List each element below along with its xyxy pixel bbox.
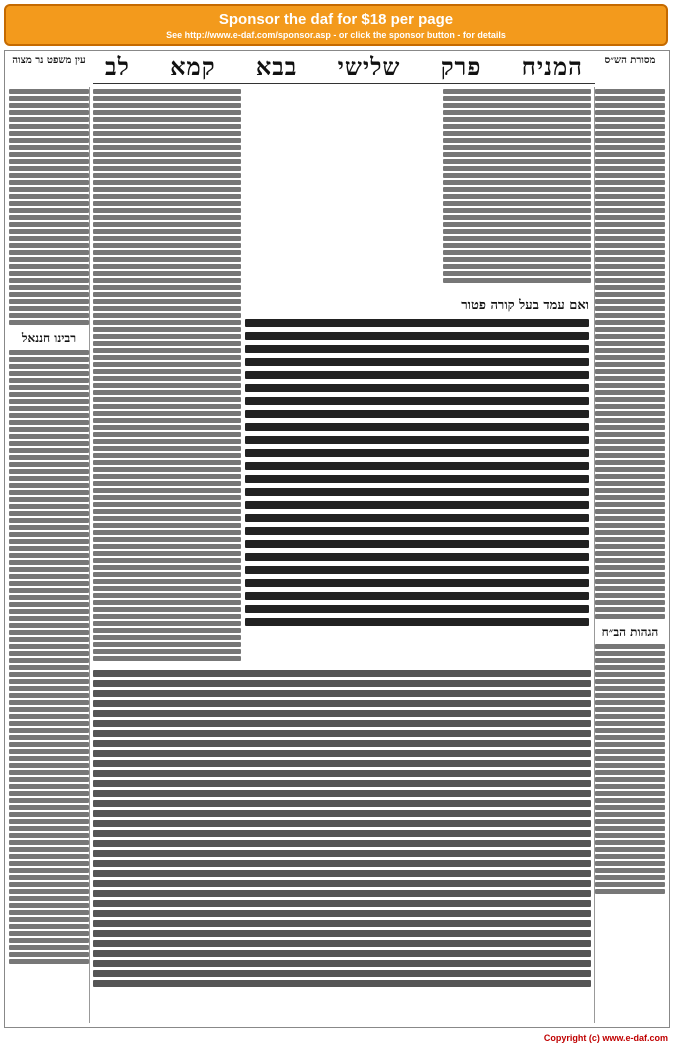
header-word: בבא [255, 52, 298, 81]
hagahot-habach-text [595, 644, 665, 894]
hagahot-habach-title: הגהות הב״ח [601, 625, 659, 639]
header-word: קמא [170, 52, 216, 81]
rabbeinu-chananel-text [9, 350, 89, 964]
ein-mishpat-text [9, 89, 89, 325]
header-word: לב [105, 52, 130, 81]
right-margin-column [594, 87, 665, 1023]
masoret-hashas-heading: מסורת הש״ס [604, 55, 656, 66]
copyright-link[interactable]: Copyright (c) www.e-daf.com [543, 1033, 668, 1043]
header-word: שלישי [337, 52, 401, 81]
header-word: המניח [521, 52, 583, 81]
left-margin-column [9, 87, 90, 1023]
main-opening-words: ואם עמד בעל קורה פטור [461, 298, 589, 313]
header-word: פרק [440, 52, 482, 81]
sponsor-banner-title[interactable]: Sponsor the daf for $18 per page [218, 11, 454, 28]
gemara-main-text [245, 291, 589, 661]
sponsor-banner-subtitle[interactable]: See http://www.e-daf.com/sponsor.asp - or click the sponsor button - for details [166, 30, 506, 40]
tosafot-column [93, 87, 241, 661]
lower-commentary [93, 667, 591, 1007]
page-header [101, 53, 587, 81]
sponsor-banner[interactable] [4, 4, 668, 46]
masoret-hashas-text [595, 89, 665, 619]
rashi-column [443, 87, 591, 287]
talmud-page [4, 50, 670, 1028]
ein-mishpat-heading: עין משפט נר מצוה [12, 55, 86, 66]
header-rule [93, 83, 595, 84]
rabbeinu-chananel-title: רבינו חננאל [21, 331, 77, 345]
